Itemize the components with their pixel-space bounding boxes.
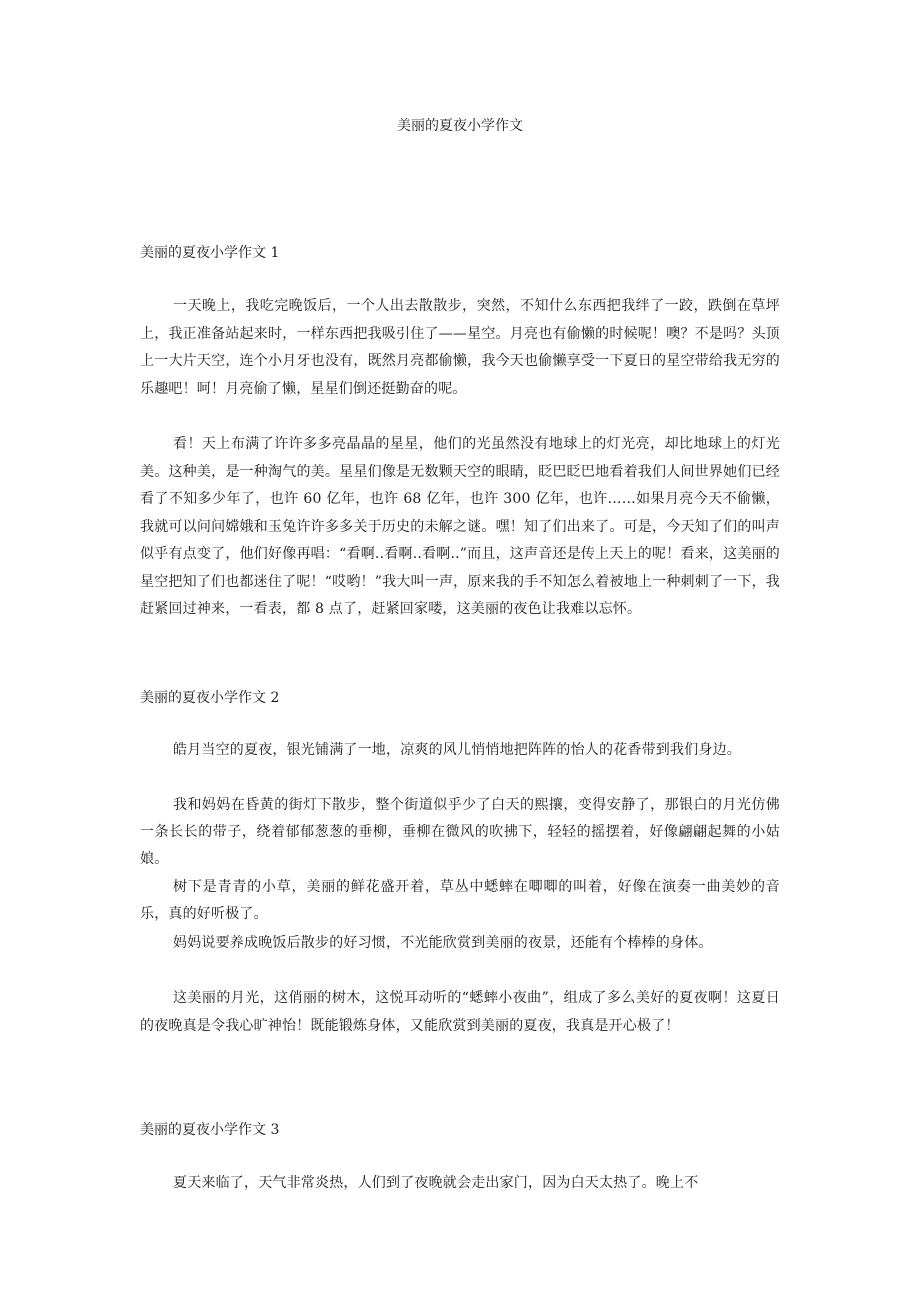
section-heading: 美丽的夏夜小学作文 1 <box>140 245 280 261</box>
paragraph: 树下是青青的小草，美丽的鲜花盛开着，草丛中蟋蟀在唧唧的叫着，好像在演奏一曲美妙的音乐，真的好听极了。 <box>140 879 780 922</box>
section-3-heading-block <box>140 1120 780 1140</box>
paragraph: 妈妈说要养成晚饭后散步的好习惯，不光能欣赏到美丽的夜景，还能有个棒棒的身体。 <box>173 935 713 951</box>
section-3-paragraph-1 <box>140 1170 780 1198</box>
section-2-heading-block <box>140 688 780 708</box>
paragraph: 看！天上布满了许许多多亮晶晶的星星，他们的光虽然没有地球上的灯光亮，却比地球上的灯光美。这种美，是一种淘气的美。星星们像是无数颗天空的眼睛，眨巴眨巴地看着我们人间世界她们已经看了不知多少年了，也许 60 亿年，也许 68 亿年，也许 300 亿年，也许……如果月亮今天不偷懒，我就可以问问嫦娥和玉兔许许多多关于历史的未解之谜。嘿！知了们出来了。可是，今天知了们的叫声似乎有点变了，他们好像再唱：“看啊..看啊..看啊..”而且，这声音还是传上天上的呢！看来，这美丽的星空把知了们也都迷住了呢！“哎哟！”我大叫一声，原来我的手不知怎么着被地上一种刺刺了一下，我赶紧回过神来，一看表，都 8 点了，赶紧回家喽，这美丽的夜色让我难以忘怀。 <box>140 436 780 617</box>
section-1-heading-block <box>140 243 780 263</box>
section-2-paragraph-1 <box>140 737 780 764</box>
section-1-paragraph-1 <box>140 293 780 403</box>
section-2-paragraph-3 <box>140 874 780 928</box>
section-2-paragraph-2 <box>140 792 780 873</box>
paragraph: 一天晚上，我吃完晚饭后，一个人出去散散步，突然，不知什么东西把我绊了一跤，跌倒在草坪上，我正准备站起来时，一样东西把我吸引住了——星空。月亮也有偷懒的时候呢！噢？不是吗？头顶上一大片天空，连个小月牙也没有，既然月亮都偷懒，我今天也偷懒享受一下夏日的星空带给我无穷的乐趣吧！呵！月亮偷了懒，星星们倒还挺勤奋的呢。 <box>140 298 780 397</box>
section-2-paragraph-4 <box>140 930 780 957</box>
section-heading: 美丽的夏夜小学作文 3 <box>140 1122 280 1138</box>
paragraph: 这美丽的月光，这俏丽的树木，这悦耳动听的“蟋蟀小夜曲”，组成了多么美好的夏夜啊！这夏日的夜晚真是令我心旷神怡！既能锻炼身体，又能欣赏到美丽的夏夜，我真是开心极了！ <box>140 990 780 1034</box>
section-1-paragraph-2 <box>140 431 780 624</box>
section-2-paragraph-5 <box>140 985 780 1040</box>
paragraph: 夏天来临了，天气非常炎热，人们到了夜晚就会走出家门，因为白天太热了。晚上不 <box>173 1175 699 1191</box>
paragraph: 皓月当空的夏夜，银光铺满了一地，凉爽的风儿悄悄地把阵阵的怡人的花香带到我们身边。 <box>173 742 741 758</box>
section-heading: 美丽的夏夜小学作文 2 <box>140 690 280 706</box>
document-title: 美丽的夏夜小学作文 <box>397 118 523 134</box>
paragraph: 我和妈妈在昏黄的街灯下散步，整个街道似乎少了白天的熙攘，变得安静了，那银白的月光仿佛一条长长的带子，绕着郁郁葱葱的垂柳，垂柳在微风的吹拂下，轻轻的摇摆着，好像翩翩起舞的小姑娘。 <box>140 797 780 867</box>
